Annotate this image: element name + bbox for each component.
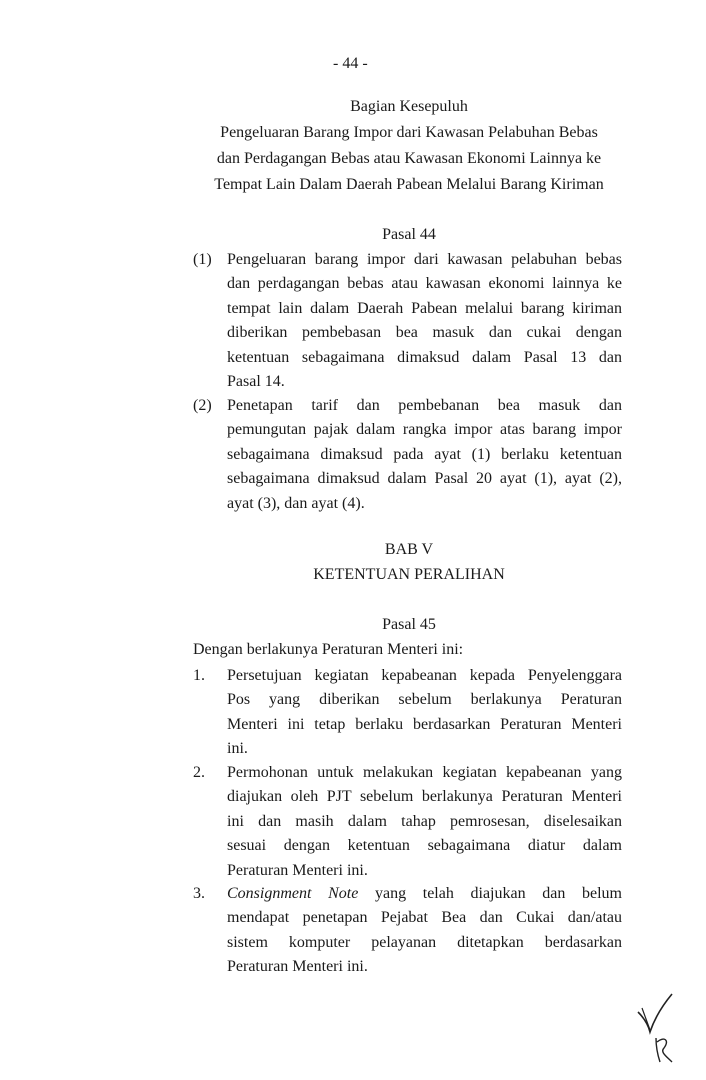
list-item-line: sesuai dengan ketentuan sebagaimana diatur dalam [227, 837, 622, 855]
list-item-line: pemungutan pajak dalam rangka impor atas barang impor [227, 421, 622, 439]
list-item-line: Peraturan Menteri ini. [227, 958, 368, 976]
list-item-line: ayat (3), dan ayat (4). [227, 494, 365, 512]
section-heading-line: Tempat Lain Dalam Daerah Pabean Melalui Barang Kiriman [214, 176, 604, 193]
line-text: yang telah diajukan dan belum [358, 885, 622, 902]
list-item-line: sebagaimana dimaksud pada ayat (1) berlaku ketentuan [227, 445, 622, 463]
list-item-label: 1. [193, 667, 205, 684]
handwritten-checkmark [630, 990, 680, 1070]
bab-title: BAB V [384, 541, 434, 558]
list-item-label: 3. [193, 885, 205, 902]
list-item-line: Pos yang diberikan sebelum berlakunya Peraturan [227, 691, 622, 709]
list-item-line: diajukan oleh PJT sebelum berlakunya Peraturan Menteri [227, 788, 622, 806]
list-item-line: Pengeluaran barang impor dari kawasan pelabuhan bebas [227, 251, 622, 268]
section-heading-line: Pengeluaran Barang Impor dari Kawasan Pelabuhan Bebas [220, 124, 598, 141]
pasal-45-intro: Dengan berlakunya Peraturan Menteri ini: [193, 641, 464, 658]
list-item-label: (2) [193, 397, 212, 414]
list-item-line: ini. [227, 740, 248, 758]
section-title: Bagian Kesepuluh [350, 98, 468, 115]
list-item-line [227, 884, 622, 904]
list-item-line: Menteri ini tetap berlaku berdasarkan Peraturan Menteri [227, 715, 622, 733]
list-item-line: ini dan masih dalam tahap pemrosesan, diselesaikan [227, 812, 622, 830]
list-item-line: ketentuan sebagaimana dimaksud dalam Pasal 13 dan [227, 348, 622, 366]
pasal-45-title: Pasal 45 [382, 616, 436, 633]
list-item-line: dan perdagangan bebas atau kawasan ekonomi lainnya ke [227, 275, 622, 293]
section-heading-line: dan Perdagangan Bebas atau Kawasan Ekonomi Lainnya ke [216, 150, 602, 167]
list-item-line: mendapat penetapan Pejabat Bea dan Cukai dan/atau [227, 909, 622, 927]
list-item-line: Pasal 14. [227, 373, 285, 390]
list-item-line: sebagaimana dimaksud dalam Pasal 20 ayat (1), ayat (2), [227, 470, 622, 488]
italic-term: Consignment Note [227, 885, 359, 902]
list-item-line: Persetujuan kegiatan kepabeanan kepada Penyelenggara [227, 667, 622, 684]
list-item-line: Penetapan tarif dan pembebanan bea masuk dan [227, 397, 622, 414]
list-item-line: diberikan pembebasan bea masuk dan cukai dengan [227, 324, 622, 342]
list-item-line: Permohonan untuk melakukan kegiatan kepabeanan yang [227, 764, 622, 781]
list-item-line: sistem komputer pelayanan ditetapkan berdasarkan [227, 933, 622, 951]
list-item-label: 2. [193, 764, 205, 781]
list-item-label: (1) [193, 251, 212, 268]
bab-subtitle: KETENTUAN PERALIHAN [313, 566, 505, 583]
list-item-line: Peraturan Menteri ini. [227, 861, 368, 879]
list-item-line: tempat lain dalam Daerah Pabean melalui barang kiriman [227, 299, 622, 317]
page-number: - 44 - [333, 55, 368, 72]
pasal-44-title: Pasal 44 [382, 226, 436, 243]
